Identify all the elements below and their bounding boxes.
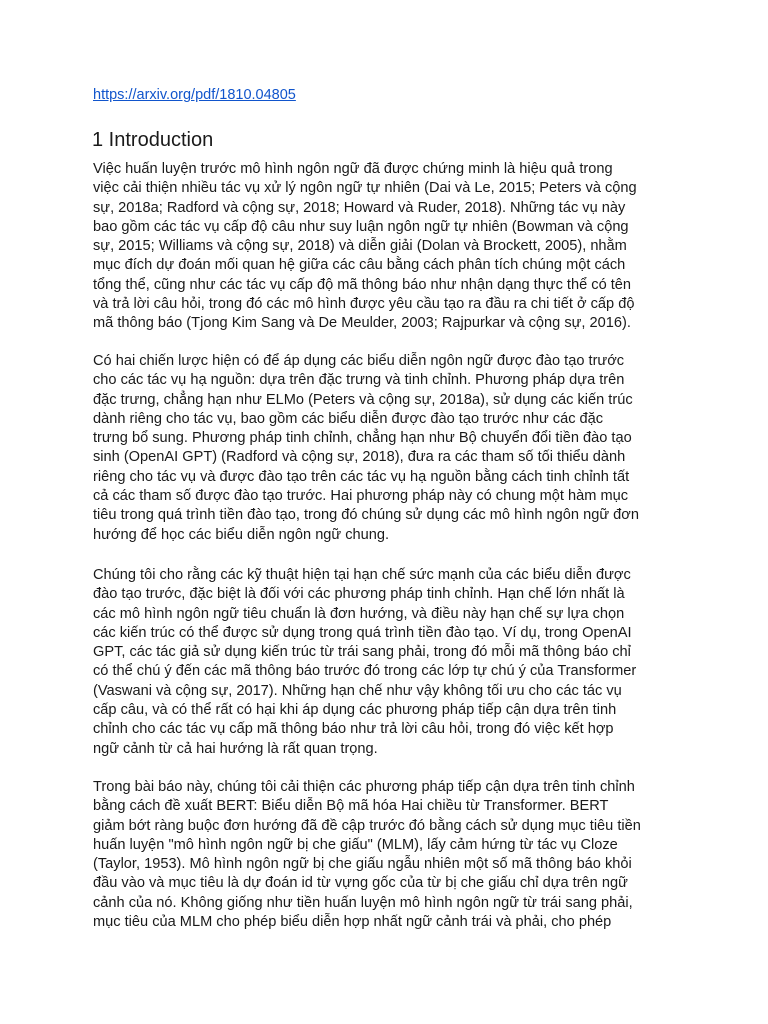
text-line: sự, 2015; Williams và cộng sự, 2018) và diễn giải (Dolan và Brockett, 2005), nhằm xyxy=(93,238,627,255)
text-line: các kiến trúc có thể được sử dụng trong quá trình tiền đào tạo. Ví dụ, trong OpenAI xyxy=(93,624,632,641)
text-line: việc cải thiện nhiều tác vụ xử lý ngôn ngữ tự nhiên (Dai và Le, 2015; Peters và cộng xyxy=(93,180,637,197)
text-line: giảm bớt ràng buộc đơn hướng đã đề cập trước đó bằng cách sử dụng mục tiêu tiền xyxy=(93,817,641,834)
text-line: có thể chú ý đến các mã thông báo trước đó trong các lớp tự chú ý của Transformer xyxy=(93,663,637,680)
text-line: Có hai chiến lược hiện có để áp dụng các biểu diễn ngôn ngữ được đào tạo trước xyxy=(93,353,625,369)
paragraph-2 xyxy=(93,352,639,545)
text-line: bao gồm các tác vụ cấp độ câu như suy luận ngôn ngữ tự nhiên (Bowman và cộng xyxy=(93,218,629,235)
text-line: sinh (OpenAI GPT) (Radford và cộng sự, 2018), đưa ra các tham số tối thiểu dành xyxy=(93,449,626,466)
text-line: cho các tác vụ hạ nguồn: dựa trên đặc trưng và tinh chỉnh. Phương pháp dựa trên xyxy=(93,372,625,389)
text-line: Việc huấn luyện trước mô hình ngôn ngữ đã được chứng minh là hiệu quả trong xyxy=(93,161,613,177)
text-line: dành riêng cho tác vụ, bao gồm các biểu diễn được đào tạo trước như các đặc xyxy=(93,410,604,427)
text-line: chỉnh cho các tác vụ cấp mã thông báo như trả lời câu hỏi, trong đó việc kết hợp xyxy=(93,721,614,738)
text-line: đặc trưng, chẳng hạn như ELMo (Peters và cộng sự, 2018a), sử dụng các kiến trúc xyxy=(93,391,633,408)
text-line: huấn luyện "mô hình ngôn ngữ bị che giấu" (MLM), lấy cảm hứng từ tác vụ Cloze xyxy=(93,836,618,853)
text-line: mục tiêu của MLM cho phép biểu diễn hợp nhất ngữ cảnh trái và phải, cho phép xyxy=(93,914,612,931)
text-line: bằng cách đề xuất BERT: Biểu diễn Bộ mã hóa Hai chiều từ Transformer. BERT xyxy=(93,798,609,815)
paragraph-3 xyxy=(93,566,636,759)
text-line: đào tạo trước, đặc biệt là đối với các phương pháp tinh chỉnh. Hạn chế lớn nhất là xyxy=(93,586,625,603)
text-line: Chúng tôi cho rằng các kỹ thuật hiện tại hạn chế sức mạnh của các biểu diễn được xyxy=(93,567,631,583)
text-line: cấp câu, và có thể rất có hại khi áp dụng các phương pháp tiếp cận dựa trên tinh xyxy=(93,702,617,719)
text-line: riêng cho tác vụ và được đào tạo trên các tác vụ hạ nguồn bằng cách tinh chỉnh tất xyxy=(93,468,630,485)
text-line: tiêu trong quá trình tiền đào tạo, trong đó chúng sử dụng các mô hình ngôn ngữ đơn xyxy=(93,507,639,524)
text-line: hướng để học các biểu diễn ngôn ngữ chung. xyxy=(93,526,390,543)
text-line: sự, 2018a; Radford và cộng sự, 2018; Howard và Ruder, 2018). Những tác vụ này xyxy=(93,199,626,216)
paragraph-1 xyxy=(93,160,637,334)
text-line: và trả lời câu hỏi, trong đó các mô hình được yêu cầu tạo ra đầu ra chi tiết ở cấp độ xyxy=(93,296,635,313)
text-line: mã thông báo (Tjong Kim Sang và De Meulder, 2003; Rajpurkar và cộng sự, 2016). xyxy=(93,315,631,332)
paragraph-4 xyxy=(93,778,641,932)
arxiv-link[interactable]: https://arxiv.org/pdf/1810.04805 xyxy=(93,87,296,103)
text-line: ngữ cảnh từ cả hai hướng là rất quan trọng. xyxy=(93,740,378,757)
text-line: các mô hình ngôn ngữ tiêu chuẩn là đơn hướng, và điều này hạn chế sự lựa chọn xyxy=(93,605,625,622)
text-line: đầu vào và mục tiêu là dự đoán id từ vựng gốc của từ bị che giấu chỉ dựa trên ngữ xyxy=(93,875,628,892)
text-line: mục đích dự đoán mối quan hệ giữa các câu bằng cách phân tích chúng một cách xyxy=(93,257,626,274)
text-line: (Taylor, 1953). Mô hình ngôn ngữ bị che giấu ngẫu nhiên một số mã thông báo khỏi xyxy=(93,856,632,873)
text-line: GPT, các tác giả sử dụng kiến trúc từ trái sang phải, trong đó mỗi mã thông báo chỉ xyxy=(93,644,631,661)
text-line: cảnh của nó. Không giống như tiền huấn luyện mô hình ngôn ngữ từ trái sang phải, xyxy=(93,894,633,911)
text-line: (Vaswani và cộng sự, 2017). Những hạn chế như vậy không tối ưu cho các tác vụ xyxy=(93,682,622,699)
text-line: trưng bổ sung. Phương pháp tinh chỉnh, chẳng hạn như Bộ chuyển đổi tiền đào tạo xyxy=(93,430,632,447)
text-line: Trong bài báo này, chúng tôi cải thiện các phương pháp tiếp cận dựa trên tinh chỉnh xyxy=(93,779,635,795)
text-line: cả các tham số được đào tạo trước. Hai phương pháp này có chung một hàm mục xyxy=(93,488,629,505)
section-heading: 1 Introduction xyxy=(92,129,214,151)
text-line: tổng thể, cũng như các tác vụ cấp độ mã thông báo như nhận dạng thực thể có tên xyxy=(93,276,632,293)
